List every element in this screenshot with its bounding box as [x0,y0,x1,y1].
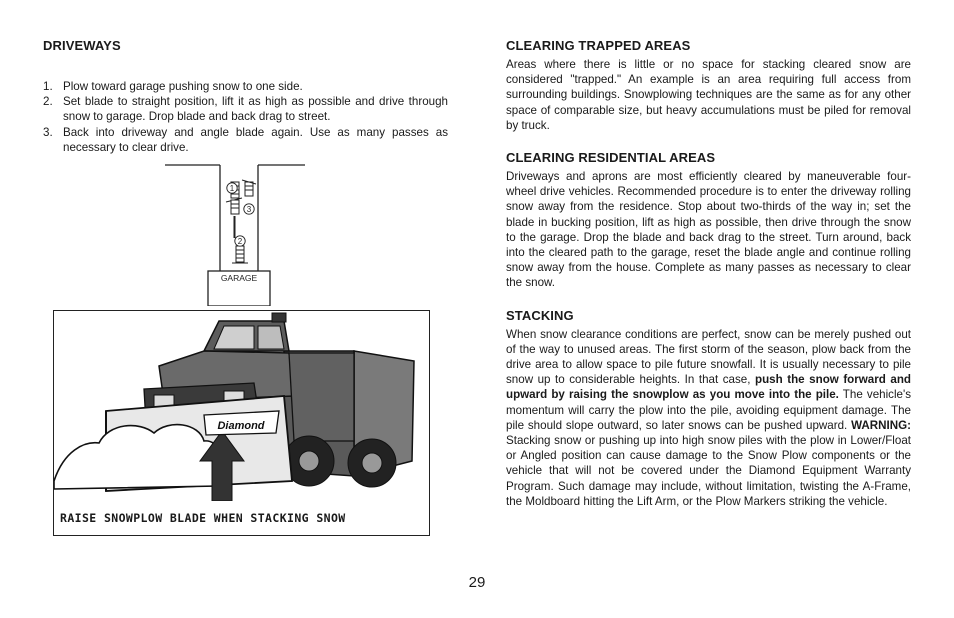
brand-logo-text: Diamond [217,420,265,432]
stacking-text-1: When snow clearance conditions are perfect, snow can be merely pushed out of the way to unused areas. The first storm of the season, plow back from the drive area to allow space to pile future snowfall. It is usually necessary to pile snow up to considerable heights. In that case, [506,327,911,387]
driveways-section [43,38,448,155]
stacking-heading: STACKING [506,307,574,323]
driveway-diagram [165,160,305,306]
residential-text: Driveways and aprons are most efficiently cleared by maneuverable four-wheel drive vehicles. Recommended procedure is to enter the driveway rolling snow away from the residence. Stop about two-thirds of the way in; set the blade in bucking position, lift as high as possible, then drive through the snow to the garage. Drop the blade and back drag to the street. Turn around, back into the cleared path to the garage, reset the blade angle and continue rolling snow away from the house. Complete as many passes as necessary to clear the snow. [506,170,911,290]
warning-label: WARNING: [851,418,911,432]
step-text: Back into driveway and angle blade again. Use as many passes as necessary to clear drive. [63,125,448,154]
trapped-section [506,38,911,133]
figure-caption: RAISE SNOWPLOW BLADE WHEN STACKING SNOW [60,511,346,525]
stacking-text [506,327,911,509]
step-number: 2. [43,95,53,109]
page-number: 29 [468,574,486,591]
right-column [506,38,911,526]
trapped-text: Areas where there is little or no space for stacking cleared snow are considered "trapped." An example is an area requiring full access from surrounding buildings. Snowplowing techniques are the same as for any other space of comparable size, but heavy accumulations must be piled for removal by truck. [506,58,911,132]
driveways-steps [43,79,448,155]
stacking-bold-instruction: push the snow forward and upward by raising the snowplow as you move into the pile. [506,373,911,402]
step-text: Set blade to straight position, lift it as high as possible and drive through snow to garage. Drop blade and back drag to street. [63,95,448,124]
step-number: 3. [43,125,53,139]
plow-truck-illustration [54,311,428,501]
driveways-heading: DRIVEWAYS [43,38,121,53]
stacking-text-2: The vehicle's momentum will carry the plow into the pile, avoiding equipment damage. The pile should slope outward, so later snows can be pushed upward. [506,388,911,432]
stacking-section [506,308,911,509]
step-item [43,125,448,155]
svg-text:3: 3 [246,205,252,214]
plow-position-3 [242,180,256,196]
garage-label: GARAGE [220,273,258,283]
marker-1 [227,183,237,193]
step-text: Plow toward garage pushing snow to one side. [63,80,303,93]
stacking-text-3: Stacking snow or pushing up into high snow piles with the plow in Lower/Float or Angled position can cause damage to the Snow Plow components or the vehicle that will not be covered under the Diamond Equipment Warranty Program. Such damage may include, without limitation, twisting the A-Frame, the Moldboard hitting the Lift Arm, or the Plow Markers striking the vehicle. [506,434,911,508]
stacking-figure [53,310,430,536]
residential-heading: CLEARING RESIDENTIAL AREAS [506,150,716,166]
step-item [43,79,448,94]
svg-text:2: 2 [237,237,243,246]
svg-text:1: 1 [229,184,235,193]
residential-section [506,150,911,291]
marker-3 [244,204,254,214]
marker-2 [235,236,245,246]
step-item [43,94,448,124]
step-number: 1. [43,80,53,93]
trapped-heading: CLEARING TRAPPED AREAS [506,38,691,53]
